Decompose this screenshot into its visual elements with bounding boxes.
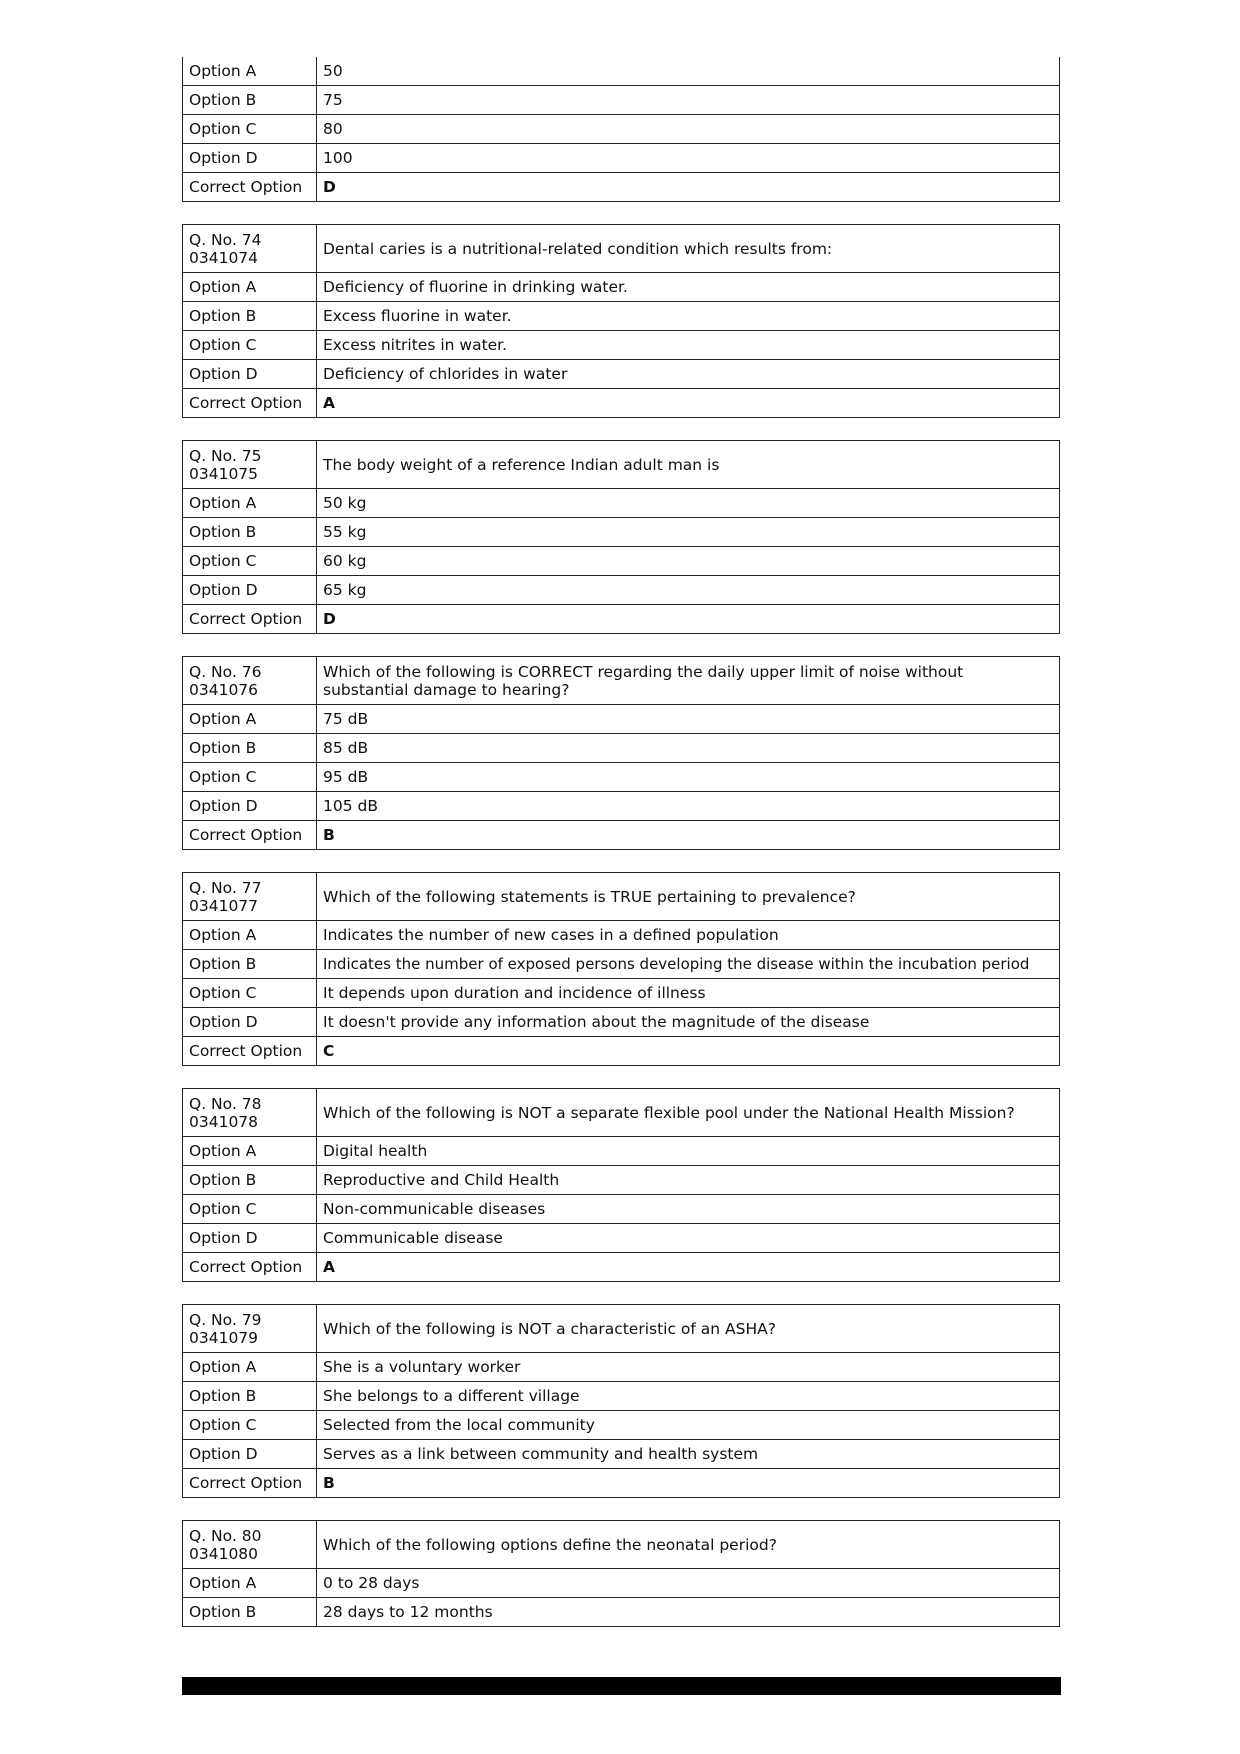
option-label: Option B xyxy=(183,1166,317,1195)
question-table xyxy=(182,224,1060,418)
question-number-cell xyxy=(183,1305,317,1353)
option-value: 0 to 28 days xyxy=(317,1569,1060,1598)
option-label: Option B xyxy=(183,302,317,331)
question-number: Q. No. 78 xyxy=(189,1094,262,1113)
option-value: She is a voluntary worker xyxy=(317,1353,1060,1382)
option-label: Option D xyxy=(183,1008,317,1037)
option-value: Excess nitrites in water. xyxy=(317,331,1060,360)
option-row xyxy=(183,1411,1060,1440)
option-value: Digital health xyxy=(317,1137,1060,1166)
option-row xyxy=(183,705,1060,734)
correct-option-label: Correct Option xyxy=(183,605,317,634)
option-value: Non-communicable diseases xyxy=(317,1195,1060,1224)
option-row xyxy=(183,57,1060,86)
question-row xyxy=(183,1521,1060,1569)
option-row xyxy=(183,1008,1060,1037)
option-label: Option A xyxy=(183,489,317,518)
question-number: Q. No. 79 xyxy=(189,1310,262,1329)
option-value: 75 xyxy=(317,86,1060,115)
correct-option-label: Correct Option xyxy=(183,821,317,850)
question-number-cell xyxy=(183,441,317,489)
option-row xyxy=(183,115,1060,144)
option-label: Option D xyxy=(183,1224,317,1253)
option-value: It doesn't provide any information about the magnitude of the disease xyxy=(317,1008,1060,1037)
correct-option-label: Correct Option xyxy=(183,173,317,202)
option-value: 50 xyxy=(317,57,1060,86)
option-value: Deficiency of chlorides in water xyxy=(317,360,1060,389)
correct-option-row xyxy=(183,1253,1060,1282)
correct-option-label: Correct Option xyxy=(183,389,317,418)
option-label: Option D xyxy=(183,360,317,389)
correct-option-row xyxy=(183,173,1060,202)
option-value: Indicates the number of new cases in a defined population xyxy=(317,921,1060,950)
option-row xyxy=(183,792,1060,821)
question-table xyxy=(182,656,1060,850)
option-row xyxy=(183,1382,1060,1411)
option-value: Communicable disease xyxy=(317,1224,1060,1253)
option-row xyxy=(183,1353,1060,1382)
option-label: Option C xyxy=(183,1411,317,1440)
correct-option-value: B xyxy=(317,821,1060,850)
question-text: Which of the following is NOT a characteristic of an ASHA? xyxy=(317,1305,1060,1353)
option-value: Selected from the local community xyxy=(317,1411,1060,1440)
option-row xyxy=(183,518,1060,547)
question-number: Q. No. 80 xyxy=(189,1526,262,1545)
question-text: Which of the following options define the neonatal period? xyxy=(317,1521,1060,1569)
question-number-cell xyxy=(183,225,317,273)
option-row xyxy=(183,734,1060,763)
correct-option-row xyxy=(183,389,1060,418)
question-row xyxy=(183,873,1060,921)
option-row xyxy=(183,1166,1060,1195)
option-value: It depends upon duration and incidence of illness xyxy=(317,979,1060,1008)
question-code: 0341077 xyxy=(189,896,259,915)
option-label: Option B xyxy=(183,1382,317,1411)
option-label: Option A xyxy=(183,1569,317,1598)
option-value: She belongs to a different village xyxy=(317,1382,1060,1411)
question-code: 0341079 xyxy=(189,1328,259,1347)
question-text: Which of the following statements is TRUE pertaining to prevalence? xyxy=(317,873,1060,921)
option-label: Option A xyxy=(183,705,317,734)
question-table xyxy=(182,1088,1060,1282)
option-row xyxy=(183,360,1060,389)
option-label: Option A xyxy=(183,273,317,302)
correct-option-row xyxy=(183,605,1060,634)
question-text: The body weight of a reference Indian adult man is xyxy=(317,441,1060,489)
correct-option-row xyxy=(183,1037,1060,1066)
correct-option-label: Correct Option xyxy=(183,1037,317,1066)
option-value: 55 kg xyxy=(317,518,1060,547)
option-label: Option A xyxy=(183,1353,317,1382)
option-label: Option A xyxy=(183,1137,317,1166)
option-row xyxy=(183,1598,1060,1627)
option-label: Option C xyxy=(183,547,317,576)
question-row xyxy=(183,441,1060,489)
option-row xyxy=(183,979,1060,1008)
option-label: Option D xyxy=(183,144,317,173)
option-row xyxy=(183,302,1060,331)
question-code: 0341076 xyxy=(189,680,259,699)
option-value: 28 days to 12 months xyxy=(317,1598,1060,1627)
option-label: Option A xyxy=(183,921,317,950)
question-table xyxy=(182,1304,1060,1498)
question-row xyxy=(183,1089,1060,1137)
question-table xyxy=(182,1520,1060,1627)
option-value: 100 xyxy=(317,144,1060,173)
option-label: Option D xyxy=(183,576,317,605)
option-label: Option C xyxy=(183,979,317,1008)
option-row xyxy=(183,1569,1060,1598)
option-value: Reproductive and Child Health xyxy=(317,1166,1060,1195)
option-label: Option A xyxy=(183,57,317,86)
question-number-cell xyxy=(183,1521,317,1569)
correct-option-value: C xyxy=(317,1037,1060,1066)
option-value: 105 dB xyxy=(317,792,1060,821)
question-text: Dental caries is a nutritional-related condition which results from: xyxy=(317,225,1060,273)
option-row xyxy=(183,1440,1060,1469)
correct-option-value: A xyxy=(317,1253,1060,1282)
question-row xyxy=(183,1305,1060,1353)
option-row xyxy=(183,763,1060,792)
correct-option-label: Correct Option xyxy=(183,1253,317,1282)
option-row xyxy=(183,921,1060,950)
option-row xyxy=(183,86,1060,115)
correct-option-value: D xyxy=(317,605,1060,634)
question-number: Q. No. 74 xyxy=(189,230,262,249)
option-label: Option C xyxy=(183,763,317,792)
option-value: Serves as a link between community and health system xyxy=(317,1440,1060,1469)
option-row xyxy=(183,547,1060,576)
question-row xyxy=(183,225,1060,273)
option-row xyxy=(183,489,1060,518)
question-number-cell xyxy=(183,873,317,921)
option-value: 80 xyxy=(317,115,1060,144)
option-row xyxy=(183,273,1060,302)
option-label: Option B xyxy=(183,86,317,115)
question-code: 0341074 xyxy=(189,248,259,267)
correct-option-value: B xyxy=(317,1469,1060,1498)
question-number: Q. No. 75 xyxy=(189,446,262,465)
option-value: Deficiency of fluorine in drinking water. xyxy=(317,273,1060,302)
question-table xyxy=(182,440,1060,634)
option-label: Option D xyxy=(183,792,317,821)
question-number: Q. No. 77 xyxy=(189,878,262,897)
page-bottom-bar xyxy=(182,1677,1061,1695)
option-row xyxy=(183,576,1060,605)
option-value: 65 kg xyxy=(317,576,1060,605)
option-row xyxy=(183,1224,1060,1253)
option-row xyxy=(183,144,1060,173)
option-label: Option B xyxy=(183,1598,317,1627)
option-value: 50 kg xyxy=(317,489,1060,518)
question-code: 0341075 xyxy=(189,464,259,483)
question-sheet xyxy=(182,57,1060,1627)
option-label: Option C xyxy=(183,115,317,144)
option-value: Excess fluorine in water. xyxy=(317,302,1060,331)
question-row xyxy=(183,657,1060,705)
question-table xyxy=(182,872,1060,1066)
correct-option-row xyxy=(183,1469,1060,1498)
question-text: Which of the following is CORRECT regarding the daily upper limit of noise without substantial damage to hearing? xyxy=(317,657,1060,705)
option-row xyxy=(183,950,1060,979)
option-label: Option B xyxy=(183,950,317,979)
question-text: Which of the following is NOT a separate flexible pool under the National Health Mission? xyxy=(317,1089,1060,1137)
question-table-partial xyxy=(182,57,1060,202)
option-value: 95 dB xyxy=(317,763,1060,792)
correct-option-row xyxy=(183,821,1060,850)
option-value: 75 dB xyxy=(317,705,1060,734)
option-label: Option B xyxy=(183,518,317,547)
option-row xyxy=(183,1137,1060,1166)
correct-option-value: A xyxy=(317,389,1060,418)
option-row xyxy=(183,331,1060,360)
correct-option-value: D xyxy=(317,173,1060,202)
option-row xyxy=(183,1195,1060,1224)
option-label: Option C xyxy=(183,1195,317,1224)
question-number-cell xyxy=(183,657,317,705)
correct-option-label: Correct Option xyxy=(183,1469,317,1498)
option-label: Option D xyxy=(183,1440,317,1469)
question-number: Q. No. 76 xyxy=(189,662,262,681)
question-code: 0341080 xyxy=(189,1544,259,1563)
option-value: 85 dB xyxy=(317,734,1060,763)
option-label: Option C xyxy=(183,331,317,360)
question-code: 0341078 xyxy=(189,1112,259,1131)
option-label: Option B xyxy=(183,734,317,763)
question-number-cell xyxy=(183,1089,317,1137)
option-value: Indicates the number of exposed persons developing the disease within the incubation period xyxy=(317,950,1060,979)
option-value: 60 kg xyxy=(317,547,1060,576)
